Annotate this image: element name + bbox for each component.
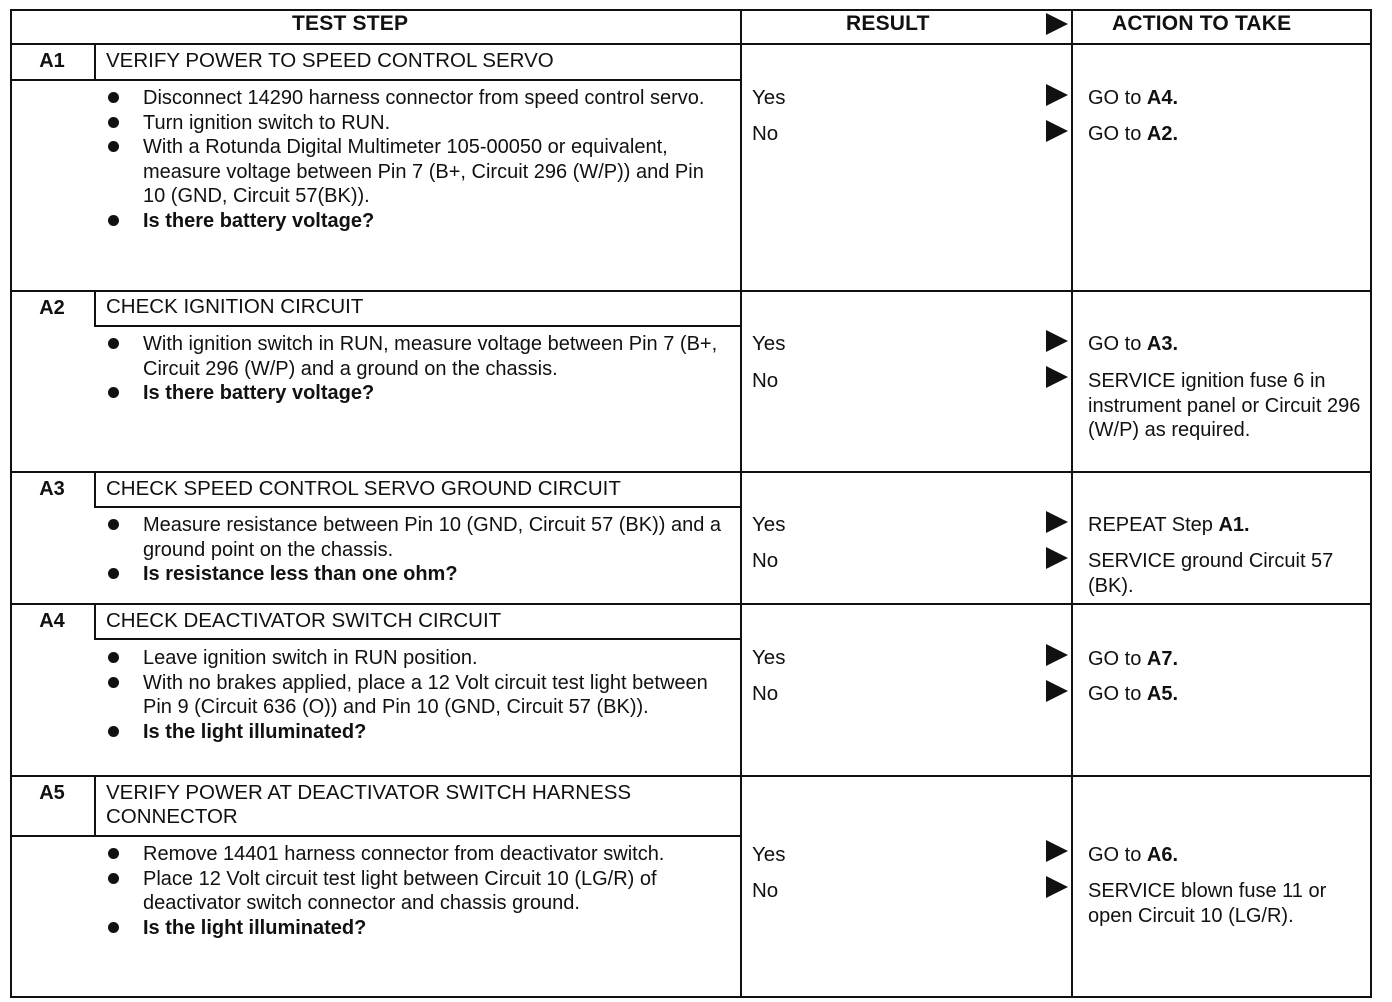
step-id: A2 bbox=[39, 297, 65, 319]
step-title: CHECK IGNITION CIRCUIT bbox=[106, 295, 364, 318]
action-text: GO to A5. bbox=[1088, 683, 1179, 705]
step-instructions bbox=[106, 332, 726, 406]
column-divider-result bbox=[740, 9, 742, 998]
arrow-icon bbox=[1046, 120, 1068, 142]
result-yes: Yes bbox=[752, 843, 786, 866]
instruction-item: With no brakes applied, place a 12 Volt circuit test light between Pin 9 (Circuit 636 (O)) and Pin 10 (GND, Circuit 57 (BK)). bbox=[106, 671, 726, 720]
bullet-icon bbox=[108, 92, 119, 103]
instruction-item: Place 12 Volt circuit test light between Circuit 10 (LG/R) of deactivator switch connector and chassis ground. bbox=[106, 867, 726, 916]
step-instructions bbox=[106, 842, 726, 940]
result-no: No bbox=[752, 549, 779, 572]
result-no: No bbox=[752, 682, 779, 705]
step-title: CHECK DEACTIVATOR SWITCH CIRCUIT bbox=[106, 609, 502, 632]
action-text: GO to A7. bbox=[1088, 648, 1179, 670]
result-yes: Yes bbox=[752, 332, 786, 355]
id-divider bbox=[94, 43, 96, 80]
result-no: No bbox=[752, 369, 779, 392]
action-text: REPEAT Step A1. bbox=[1088, 514, 1250, 536]
bullet-icon bbox=[108, 519, 119, 530]
arrow-icon bbox=[1046, 84, 1068, 106]
bullet-icon bbox=[108, 338, 119, 349]
title-underline bbox=[96, 506, 742, 508]
action-text: SERVICE ground Circuit 57 (BK). bbox=[1088, 550, 1334, 597]
action-text: GO to A2. bbox=[1088, 123, 1179, 145]
header-action: ACTION TO TAKE bbox=[1112, 12, 1292, 35]
arrow-icon bbox=[1046, 876, 1068, 898]
bullet-icon bbox=[108, 677, 119, 688]
table-border-right bbox=[1370, 9, 1372, 998]
result-no: No bbox=[752, 879, 779, 902]
step-instructions bbox=[106, 646, 726, 744]
step-separator bbox=[10, 471, 1372, 473]
title-underline bbox=[10, 835, 742, 837]
table-border-bottom bbox=[10, 996, 1372, 998]
arrow-icon bbox=[1046, 366, 1068, 388]
bullet-icon bbox=[108, 387, 119, 398]
action-text: GO to A3. bbox=[1088, 333, 1179, 355]
step-instructions bbox=[106, 86, 726, 234]
result-no: No bbox=[752, 122, 779, 145]
result-yes: Yes bbox=[752, 86, 786, 109]
arrow-icon bbox=[1046, 547, 1068, 569]
step-id: A3 bbox=[39, 478, 65, 500]
bullet-icon bbox=[108, 848, 119, 859]
table-border-top bbox=[10, 9, 1372, 11]
arrow-icon bbox=[1046, 330, 1068, 352]
action-text: GO to A4. bbox=[1088, 87, 1179, 109]
step-id: A1 bbox=[39, 50, 65, 72]
step-separator bbox=[10, 603, 1372, 605]
step-separator bbox=[10, 775, 1372, 777]
instruction-item: With ignition switch in RUN, measure voltage between Pin 7 (B+, Circuit 296 (W/P) and a ground on the chassis. bbox=[106, 332, 726, 381]
bullet-icon bbox=[108, 215, 119, 226]
header-test-step: TEST STEP bbox=[292, 12, 409, 35]
bullet-icon bbox=[108, 117, 119, 128]
step-id: A4 bbox=[39, 610, 65, 632]
title-underline bbox=[10, 79, 742, 81]
table-border-left bbox=[10, 9, 12, 998]
instruction-item: Measure resistance between Pin 10 (GND, Circuit 57 (BK)) and a ground point on the chassis. bbox=[106, 513, 726, 562]
arrow-icon bbox=[1046, 511, 1068, 533]
step-title: CHECK SPEED CONTROL SERVO GROUND CIRCUIT bbox=[106, 477, 621, 500]
step-separator bbox=[10, 290, 1372, 292]
instruction-item: With a Rotunda Digital Multimeter 105-00050 or equivalent, measure voltage between Pin 7 (B+, Circuit 296 (W/P)) and Pin 10 (GND, Circuit 57(BK)). bbox=[106, 135, 726, 209]
id-divider bbox=[94, 290, 96, 327]
result-yes: Yes bbox=[752, 646, 786, 669]
title-underline bbox=[96, 325, 742, 327]
arrow-icon bbox=[1046, 840, 1068, 862]
step-id: A5 bbox=[39, 782, 65, 804]
step-question: Is the light illuminated? bbox=[106, 720, 726, 745]
header-result: RESULT bbox=[846, 12, 930, 35]
id-divider bbox=[94, 775, 96, 837]
action-text: SERVICE ignition fuse 6 in instrument panel or Circuit 296 (W/P) as required. bbox=[1088, 370, 1361, 442]
action-text: GO to A6. bbox=[1088, 844, 1179, 866]
instruction-item: Disconnect 14290 harness connector from speed control servo. bbox=[106, 86, 726, 111]
step-question: Is there battery voltage? bbox=[106, 209, 726, 234]
bullet-icon bbox=[108, 726, 119, 737]
header-divider bbox=[10, 43, 1372, 45]
step-instructions bbox=[106, 513, 726, 587]
column-divider-action bbox=[1071, 9, 1073, 998]
step-question: Is resistance less than one ohm? bbox=[106, 562, 726, 587]
bullet-icon bbox=[108, 568, 119, 579]
header-arrow-icon bbox=[1046, 13, 1068, 35]
arrow-icon bbox=[1046, 680, 1068, 702]
action-text: SERVICE blown fuse 11 or open Circuit 10 (LG/R). bbox=[1088, 880, 1327, 927]
step-question: Is there battery voltage? bbox=[106, 381, 726, 406]
bullet-icon bbox=[108, 873, 119, 884]
instruction-item: Turn ignition switch to RUN. bbox=[106, 111, 726, 136]
id-divider bbox=[94, 471, 96, 508]
step-title: VERIFY POWER TO SPEED CONTROL SERVO bbox=[106, 49, 554, 72]
title-underline bbox=[96, 638, 742, 640]
instruction-item: Leave ignition switch in RUN position. bbox=[106, 646, 726, 671]
step-question: Is the light illuminated? bbox=[106, 916, 726, 941]
bullet-icon bbox=[108, 652, 119, 663]
instruction-item: Remove 14401 harness connector from deactivator switch. bbox=[106, 842, 726, 867]
step-title: VERIFY POWER AT DEACTIVATOR SWITCH HARNESS CONNECTOR bbox=[106, 781, 632, 828]
bullet-icon bbox=[108, 922, 119, 933]
result-yes: Yes bbox=[752, 513, 786, 536]
bullet-icon bbox=[108, 141, 119, 152]
id-divider bbox=[94, 603, 96, 640]
arrow-icon bbox=[1046, 644, 1068, 666]
